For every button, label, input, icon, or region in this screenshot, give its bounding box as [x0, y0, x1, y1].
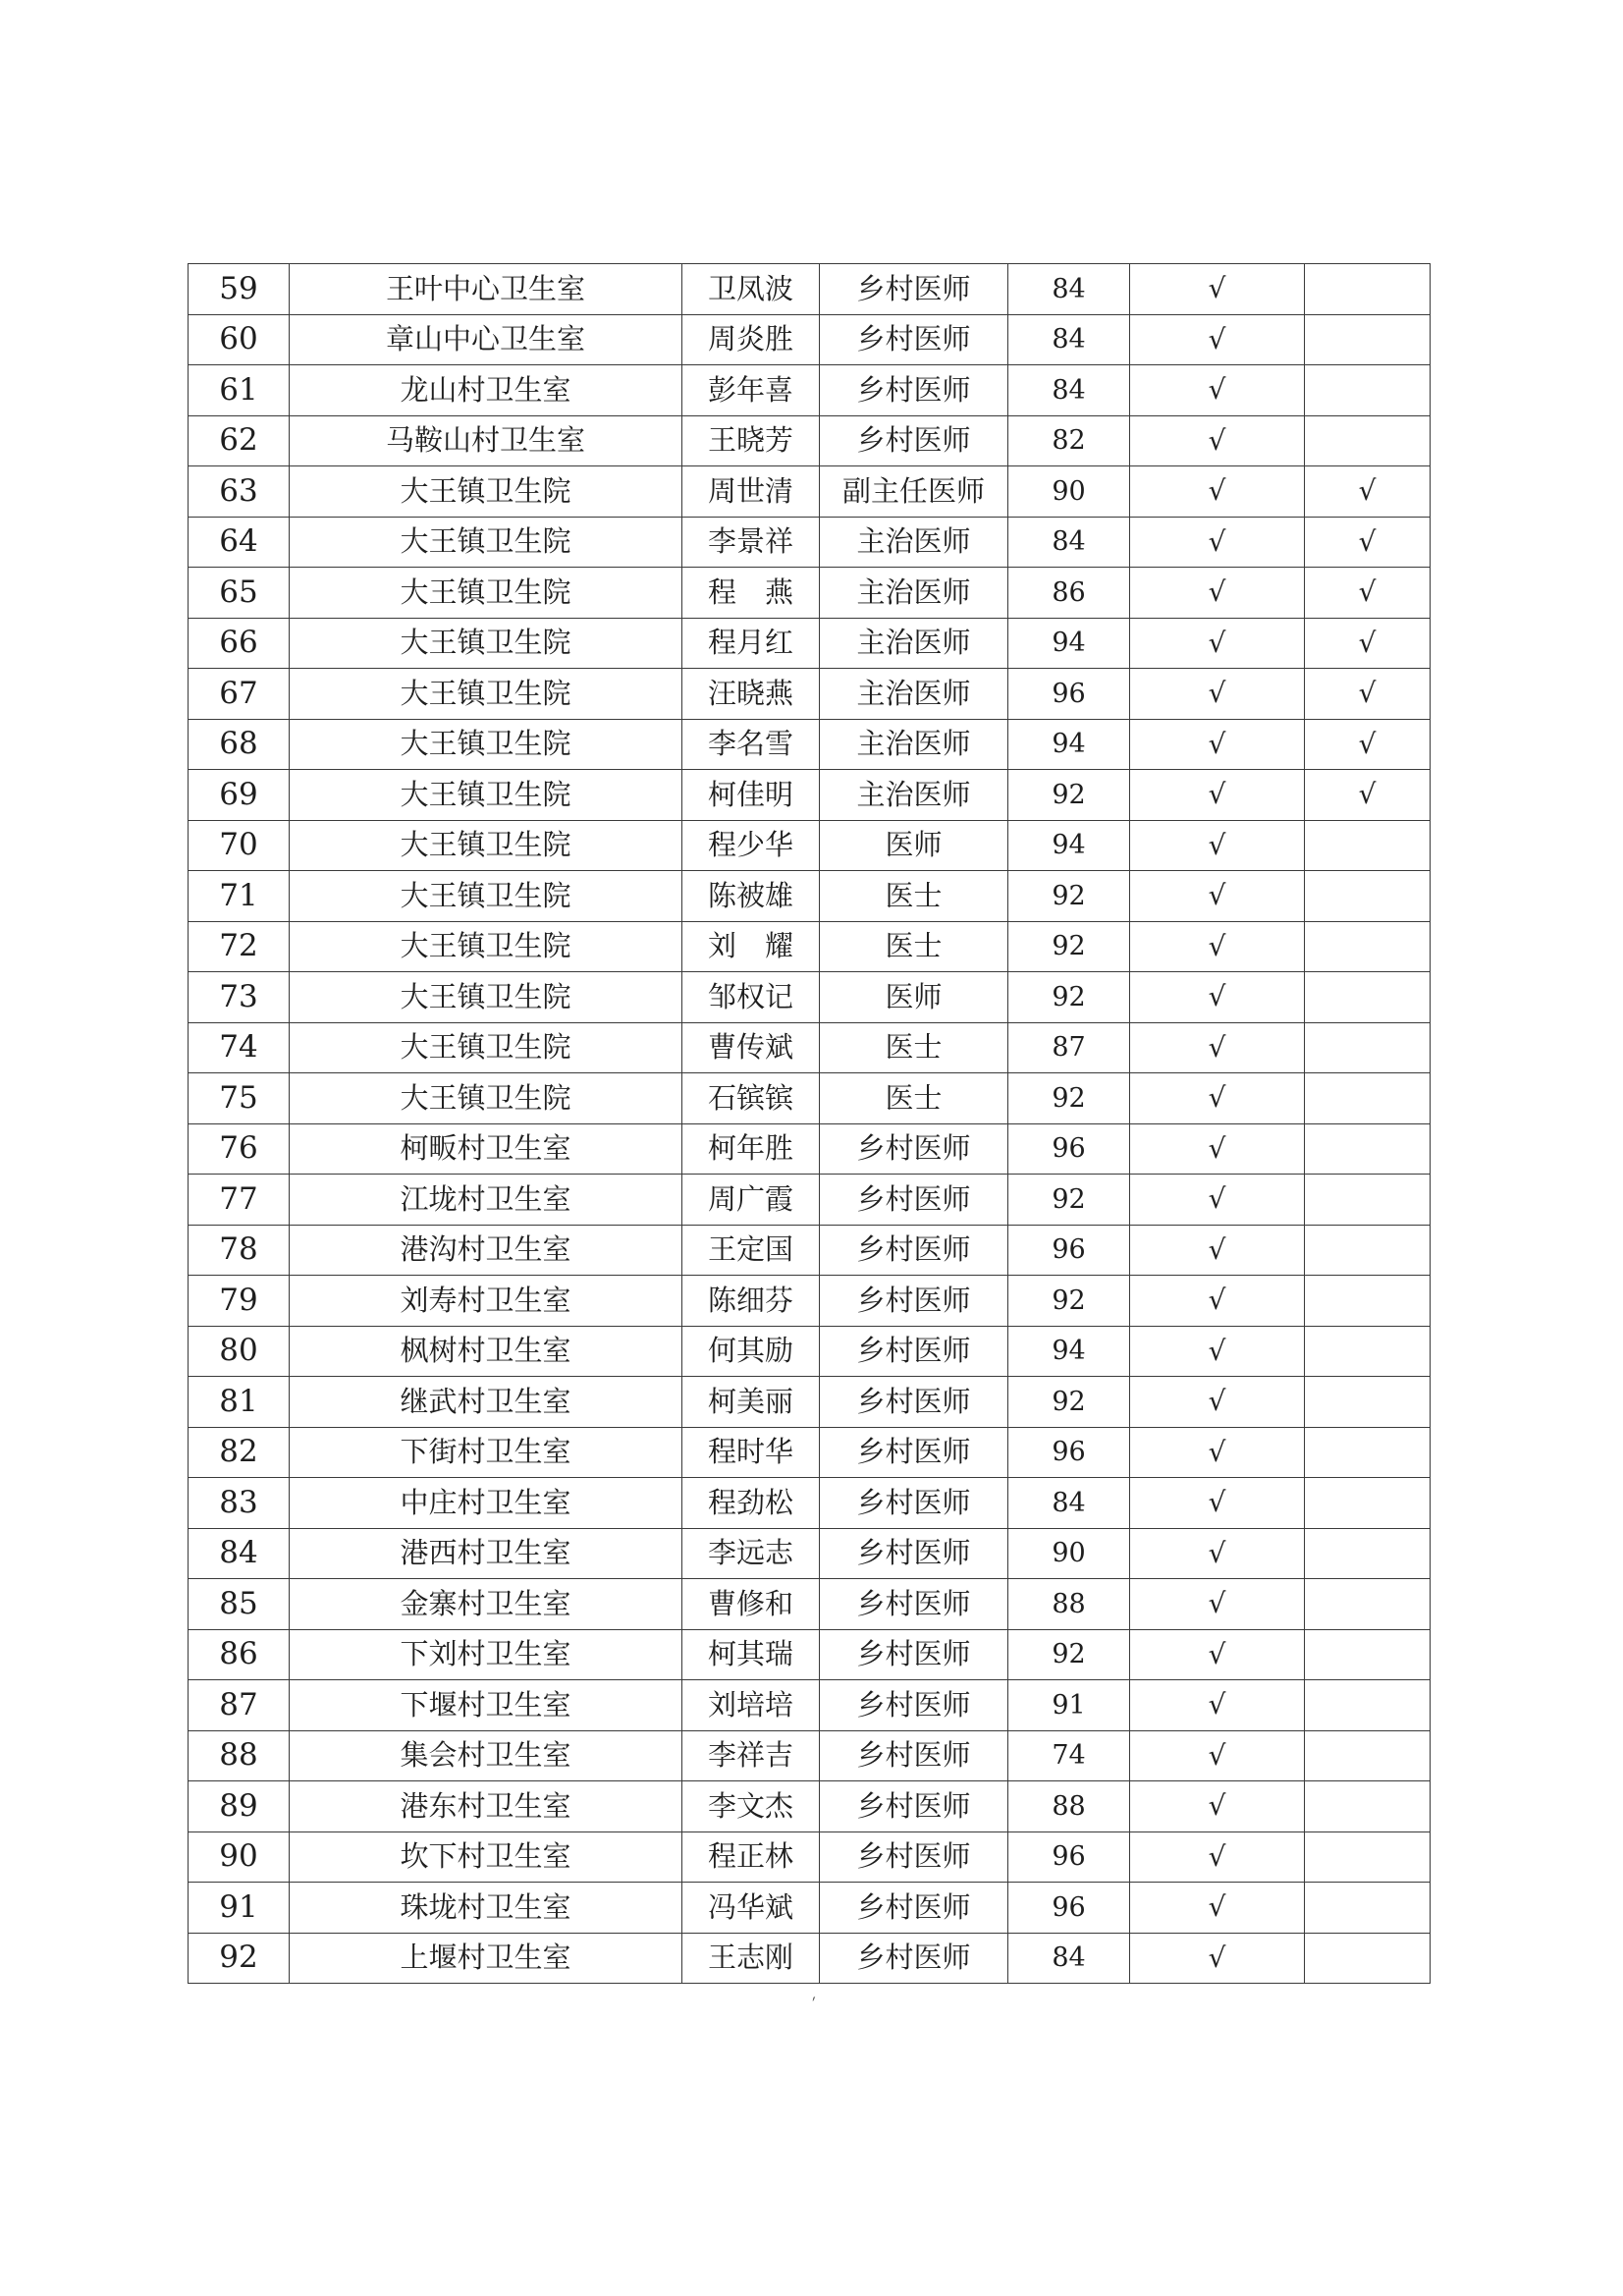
second-check-mark-cell	[1305, 871, 1431, 922]
table-row	[189, 1276, 1431, 1327]
table-row	[189, 618, 1431, 669]
doctor-name-cell: 柯其瑞	[682, 1629, 820, 1680]
check-mark-cell: √	[1130, 1680, 1305, 1731]
doctor-name-cell: 邹权记	[682, 972, 820, 1023]
professional-title-cell: 乡村医师	[820, 1528, 1008, 1579]
row-number-cell: 78	[189, 1225, 290, 1276]
row-number-cell: 62	[189, 415, 290, 466]
second-check-mark-cell	[1305, 1427, 1431, 1478]
table-row	[189, 1933, 1431, 1984]
professional-title-cell: 乡村医师	[820, 1225, 1008, 1276]
table-row	[189, 820, 1431, 871]
row-number-cell: 80	[189, 1326, 290, 1377]
second-check-mark-cell	[1305, 820, 1431, 871]
row-number-cell: 72	[189, 921, 290, 972]
doctor-name-cell: 李景祥	[682, 517, 820, 568]
second-check-mark-cell: √	[1305, 568, 1431, 619]
second-check-mark-cell: √	[1305, 466, 1431, 518]
row-number-cell: 77	[189, 1175, 290, 1226]
score-cell: 84	[1008, 517, 1130, 568]
row-number-cell: 76	[189, 1123, 290, 1175]
professional-title-cell: 乡村医师	[820, 1883, 1008, 1934]
row-number-cell: 61	[189, 365, 290, 416]
row-number-cell: 65	[189, 568, 290, 619]
institution-name-cell: 大王镇卫生院	[290, 669, 682, 720]
doctor-name-cell: 陈细芬	[682, 1276, 820, 1327]
score-cell: 91	[1008, 1680, 1130, 1731]
table-row	[189, 1326, 1431, 1377]
doctor-name-cell: 周世清	[682, 466, 820, 518]
institution-name-cell: 港西村卫生室	[290, 1528, 682, 1579]
table-row	[189, 1022, 1431, 1073]
professional-title-cell: 乡村医师	[820, 1326, 1008, 1377]
check-mark-cell: √	[1130, 517, 1305, 568]
institution-name-cell: 大王镇卫生院	[290, 618, 682, 669]
row-number-cell: 86	[189, 1629, 290, 1680]
table-row	[189, 1123, 1431, 1175]
second-check-mark-cell: √	[1305, 669, 1431, 720]
institution-name-cell: 中庄村卫生室	[290, 1478, 682, 1529]
score-cell: 96	[1008, 1225, 1130, 1276]
professional-title-cell: 主治医师	[820, 669, 1008, 720]
check-mark-cell: √	[1130, 568, 1305, 619]
row-number-cell: 59	[189, 264, 290, 315]
table-row	[189, 1175, 1431, 1226]
second-check-mark-cell	[1305, 972, 1431, 1023]
table-row	[189, 1377, 1431, 1428]
institution-name-cell: 大王镇卫生院	[290, 770, 682, 821]
second-check-mark-cell	[1305, 1933, 1431, 1984]
institution-name-cell: 下街村卫生室	[290, 1427, 682, 1478]
doctor-name-cell: 汪晓燕	[682, 669, 820, 720]
second-check-mark-cell	[1305, 264, 1431, 315]
check-mark-cell: √	[1130, 972, 1305, 1023]
row-number-cell: 64	[189, 517, 290, 568]
institution-name-cell: 柯畈村卫生室	[290, 1123, 682, 1175]
institution-name-cell: 王叶中心卫生室	[290, 264, 682, 315]
doctor-name-cell: 周炎胜	[682, 314, 820, 365]
doctor-name-cell: 周广霞	[682, 1175, 820, 1226]
second-check-mark-cell	[1305, 1781, 1431, 1832]
professional-title-cell: 医师	[820, 820, 1008, 871]
check-mark-cell: √	[1130, 1528, 1305, 1579]
check-mark-cell: √	[1130, 314, 1305, 365]
score-cell: 94	[1008, 820, 1130, 871]
check-mark-cell: √	[1130, 1933, 1305, 1984]
score-cell: 92	[1008, 770, 1130, 821]
doctor-name-cell: 王志刚	[682, 1933, 820, 1984]
row-number-cell: 92	[189, 1933, 290, 1984]
professional-title-cell: 医士	[820, 871, 1008, 922]
check-mark-cell: √	[1130, 921, 1305, 972]
score-cell: 92	[1008, 1377, 1130, 1428]
table-row	[189, 1730, 1431, 1781]
score-cell: 84	[1008, 264, 1130, 315]
doctor-name-cell: 程时华	[682, 1427, 820, 1478]
professional-title-cell: 乡村医师	[820, 1579, 1008, 1630]
professional-title-cell: 副主任医师	[820, 466, 1008, 518]
table-row	[189, 1225, 1431, 1276]
professional-title-cell: 乡村医师	[820, 1427, 1008, 1478]
row-number-cell: 60	[189, 314, 290, 365]
row-number-cell: 67	[189, 669, 290, 720]
second-check-mark-cell	[1305, 1225, 1431, 1276]
doctor-name-cell: 李祥吉	[682, 1730, 820, 1781]
score-cell: 92	[1008, 1175, 1130, 1226]
second-check-mark-cell	[1305, 1579, 1431, 1630]
check-mark-cell: √	[1130, 770, 1305, 821]
second-check-mark-cell: √	[1305, 719, 1431, 770]
table-row	[189, 1883, 1431, 1934]
row-number-cell: 63	[189, 466, 290, 518]
second-check-mark-cell	[1305, 1478, 1431, 1529]
score-cell: 88	[1008, 1579, 1130, 1630]
score-cell: 94	[1008, 719, 1130, 770]
institution-name-cell: 章山中心卫生室	[290, 314, 682, 365]
table-row	[189, 1478, 1431, 1529]
professional-title-cell: 乡村医师	[820, 1680, 1008, 1731]
doctor-name-cell: 程劲松	[682, 1478, 820, 1529]
institution-name-cell: 继武村卫生室	[290, 1377, 682, 1428]
table-row	[189, 871, 1431, 922]
row-number-cell: 85	[189, 1579, 290, 1630]
check-mark-cell: √	[1130, 1730, 1305, 1781]
score-cell: 87	[1008, 1022, 1130, 1073]
row-number-cell: 84	[189, 1528, 290, 1579]
professional-title-cell: 医士	[820, 1022, 1008, 1073]
table-row	[189, 1528, 1431, 1579]
professional-title-cell: 乡村医师	[820, 1123, 1008, 1175]
professional-title-cell: 乡村医师	[820, 1175, 1008, 1226]
second-check-mark-cell	[1305, 314, 1431, 365]
row-number-cell: 79	[189, 1276, 290, 1327]
doctor-name-cell: 冯华斌	[682, 1883, 820, 1934]
professional-title-cell: 乡村医师	[820, 1478, 1008, 1529]
row-number-cell: 91	[189, 1883, 290, 1934]
check-mark-cell: √	[1130, 1831, 1305, 1883]
doctor-name-cell: 柯年胜	[682, 1123, 820, 1175]
doctor-name-cell: 刘 耀	[682, 921, 820, 972]
score-cell: 94	[1008, 618, 1130, 669]
row-number-cell: 88	[189, 1730, 290, 1781]
professional-title-cell: 乡村医师	[820, 1276, 1008, 1327]
check-mark-cell: √	[1130, 264, 1305, 315]
table-row	[189, 1680, 1431, 1731]
second-check-mark-cell	[1305, 1680, 1431, 1731]
score-cell: 92	[1008, 1629, 1130, 1680]
score-cell: 90	[1008, 1528, 1130, 1579]
row-number-cell: 70	[189, 820, 290, 871]
second-check-mark-cell	[1305, 1831, 1431, 1883]
institution-name-cell: 大王镇卫生院	[290, 972, 682, 1023]
second-check-mark-cell	[1305, 921, 1431, 972]
check-mark-cell: √	[1130, 1629, 1305, 1680]
row-number-cell: 75	[189, 1073, 290, 1124]
row-number-cell: 90	[189, 1831, 290, 1883]
institution-name-cell: 坎下村卫生室	[290, 1831, 682, 1883]
second-check-mark-cell	[1305, 1883, 1431, 1934]
table-row	[189, 669, 1431, 720]
check-mark-cell: √	[1130, 1427, 1305, 1478]
doctor-name-cell: 刘培培	[682, 1680, 820, 1731]
doctor-name-cell: 王晓芳	[682, 415, 820, 466]
institution-name-cell: 枫树村卫生室	[290, 1326, 682, 1377]
institution-name-cell: 大王镇卫生院	[290, 568, 682, 619]
score-cell: 96	[1008, 1831, 1130, 1883]
table-row	[189, 770, 1431, 821]
professional-title-cell: 乡村医师	[820, 1377, 1008, 1428]
second-check-mark-cell	[1305, 1377, 1431, 1428]
professional-title-cell: 乡村医师	[820, 1629, 1008, 1680]
row-number-cell: 69	[189, 770, 290, 821]
institution-name-cell: 大王镇卫生院	[290, 1073, 682, 1124]
table-row	[189, 365, 1431, 416]
check-mark-cell: √	[1130, 1326, 1305, 1377]
institution-name-cell: 大王镇卫生院	[290, 517, 682, 568]
check-mark-cell: √	[1130, 1781, 1305, 1832]
second-check-mark-cell	[1305, 1073, 1431, 1124]
check-mark-cell: √	[1130, 415, 1305, 466]
second-check-mark-cell	[1305, 1175, 1431, 1226]
institution-name-cell: 金寨村卫生室	[290, 1579, 682, 1630]
check-mark-cell: √	[1130, 820, 1305, 871]
professional-title-cell: 乡村医师	[820, 415, 1008, 466]
check-mark-cell: √	[1130, 1175, 1305, 1226]
professional-title-cell: 乡村医师	[820, 1933, 1008, 1984]
score-cell: 90	[1008, 466, 1130, 518]
doctor-name-cell: 李文杰	[682, 1781, 820, 1832]
second-check-mark-cell: √	[1305, 517, 1431, 568]
doctor-name-cell: 曹传斌	[682, 1022, 820, 1073]
professional-title-cell: 主治医师	[820, 770, 1008, 821]
institution-name-cell: 集会村卫生室	[290, 1730, 682, 1781]
score-cell: 92	[1008, 1276, 1130, 1327]
table-row	[189, 1073, 1431, 1124]
check-mark-cell: √	[1130, 871, 1305, 922]
institution-name-cell: 大王镇卫生院	[290, 820, 682, 871]
doctor-name-cell: 李远志	[682, 1528, 820, 1579]
doctor-name-cell: 程月红	[682, 618, 820, 669]
table-row	[189, 719, 1431, 770]
table-row	[189, 1629, 1431, 1680]
doctor-name-cell: 何其励	[682, 1326, 820, 1377]
score-cell: 92	[1008, 972, 1130, 1023]
professional-title-cell: 医士	[820, 921, 1008, 972]
doctor-score-table	[188, 263, 1431, 1984]
institution-name-cell: 大王镇卫生院	[290, 719, 682, 770]
second-check-mark-cell	[1305, 1276, 1431, 1327]
check-mark-cell: √	[1130, 1073, 1305, 1124]
check-mark-cell: √	[1130, 1123, 1305, 1175]
row-number-cell: 87	[189, 1680, 290, 1731]
table-row	[189, 415, 1431, 466]
second-check-mark-cell	[1305, 1629, 1431, 1680]
doctor-name-cell: 石镔镔	[682, 1073, 820, 1124]
institution-name-cell: 上堰村卫生室	[290, 1933, 682, 1984]
institution-name-cell: 刘寿村卫生室	[290, 1276, 682, 1327]
score-cell: 96	[1008, 669, 1130, 720]
score-cell: 92	[1008, 1073, 1130, 1124]
row-number-cell: 71	[189, 871, 290, 922]
table-row	[189, 314, 1431, 365]
table-row	[189, 1427, 1431, 1478]
row-number-cell: 68	[189, 719, 290, 770]
second-check-mark-cell	[1305, 415, 1431, 466]
institution-name-cell: 下堰村卫生室	[290, 1680, 682, 1731]
professional-title-cell: 主治医师	[820, 517, 1008, 568]
institution-name-cell: 港沟村卫生室	[290, 1225, 682, 1276]
professional-title-cell: 乡村医师	[820, 1730, 1008, 1781]
second-check-mark-cell	[1305, 1123, 1431, 1175]
table-row	[189, 517, 1431, 568]
doctor-name-cell: 程少华	[682, 820, 820, 871]
second-check-mark-cell	[1305, 1022, 1431, 1073]
check-mark-cell: √	[1130, 1883, 1305, 1934]
table-row	[189, 1831, 1431, 1883]
check-mark-cell: √	[1130, 466, 1305, 518]
score-cell: 94	[1008, 1326, 1130, 1377]
check-mark-cell: √	[1130, 1478, 1305, 1529]
check-mark-cell: √	[1130, 1022, 1305, 1073]
doctor-name-cell: 陈被雄	[682, 871, 820, 922]
score-cell: 88	[1008, 1781, 1130, 1832]
institution-name-cell: 龙山村卫生室	[290, 365, 682, 416]
professional-title-cell: 医师	[820, 972, 1008, 1023]
score-cell: 74	[1008, 1730, 1130, 1781]
row-number-cell: 81	[189, 1377, 290, 1428]
table-row	[189, 1781, 1431, 1832]
row-number-cell: 89	[189, 1781, 290, 1832]
row-number-cell: 73	[189, 972, 290, 1023]
doctor-name-cell: 曹修和	[682, 1579, 820, 1630]
score-cell: 82	[1008, 415, 1130, 466]
doctor-name-cell: 李名雪	[682, 719, 820, 770]
institution-name-cell: 珠垅村卫生室	[290, 1883, 682, 1934]
check-mark-cell: √	[1130, 1579, 1305, 1630]
row-number-cell: 83	[189, 1478, 290, 1529]
score-cell: 84	[1008, 1933, 1130, 1984]
check-mark-cell: √	[1130, 719, 1305, 770]
institution-name-cell: 大王镇卫生院	[290, 466, 682, 518]
second-check-mark-cell	[1305, 365, 1431, 416]
check-mark-cell: √	[1130, 618, 1305, 669]
professional-title-cell: 乡村医师	[820, 264, 1008, 315]
row-number-cell: 82	[189, 1427, 290, 1478]
institution-name-cell: 大王镇卫生院	[290, 1022, 682, 1073]
score-cell: 84	[1008, 1478, 1130, 1529]
row-number-cell: 66	[189, 618, 290, 669]
professional-title-cell: 乡村医师	[820, 1781, 1008, 1832]
check-mark-cell: √	[1130, 1276, 1305, 1327]
table-row	[189, 264, 1431, 315]
check-mark-cell: √	[1130, 1225, 1305, 1276]
score-cell: 96	[1008, 1427, 1130, 1478]
row-number-cell: 74	[189, 1022, 290, 1073]
score-cell: 92	[1008, 871, 1130, 922]
score-cell: 84	[1008, 314, 1130, 365]
doctor-name-cell: 柯佳明	[682, 770, 820, 821]
professional-title-cell: 主治医师	[820, 719, 1008, 770]
score-cell: 96	[1008, 1883, 1130, 1934]
score-cell: 86	[1008, 568, 1130, 619]
professional-title-cell: 医士	[820, 1073, 1008, 1124]
table-row	[189, 921, 1431, 972]
second-check-mark-cell	[1305, 1326, 1431, 1377]
second-check-mark-cell: √	[1305, 618, 1431, 669]
professional-title-cell: 主治医师	[820, 568, 1008, 619]
doctor-name-cell: 程 燕	[682, 568, 820, 619]
doctor-name-cell: 程正林	[682, 1831, 820, 1883]
check-mark-cell: √	[1130, 669, 1305, 720]
score-cell: 84	[1008, 365, 1130, 416]
score-cell: 92	[1008, 921, 1130, 972]
professional-title-cell: 乡村医师	[820, 1831, 1008, 1883]
institution-name-cell: 江垅村卫生室	[290, 1175, 682, 1226]
institution-name-cell: 港东村卫生室	[290, 1781, 682, 1832]
professional-title-cell: 主治医师	[820, 618, 1008, 669]
check-mark-cell: √	[1130, 365, 1305, 416]
table-row	[189, 466, 1431, 518]
doctor-name-cell: 卫凤波	[682, 264, 820, 315]
table-row	[189, 972, 1431, 1023]
doctor-name-cell: 彭年喜	[682, 365, 820, 416]
stray-mark: ˊ	[807, 1995, 824, 2017]
second-check-mark-cell	[1305, 1528, 1431, 1579]
table-row	[189, 568, 1431, 619]
doctor-name-cell: 柯美丽	[682, 1377, 820, 1428]
professional-title-cell: 乡村医师	[820, 314, 1008, 365]
table-row	[189, 1579, 1431, 1630]
second-check-mark-cell: √	[1305, 770, 1431, 821]
check-mark-cell: √	[1130, 1377, 1305, 1428]
score-cell: 96	[1008, 1123, 1130, 1175]
second-check-mark-cell	[1305, 1730, 1431, 1781]
institution-name-cell: 大王镇卫生院	[290, 871, 682, 922]
institution-name-cell: 马鞍山村卫生室	[290, 415, 682, 466]
doctor-name-cell: 王定国	[682, 1225, 820, 1276]
institution-name-cell: 大王镇卫生院	[290, 921, 682, 972]
professional-title-cell: 乡村医师	[820, 365, 1008, 416]
institution-name-cell: 下刘村卫生室	[290, 1629, 682, 1680]
